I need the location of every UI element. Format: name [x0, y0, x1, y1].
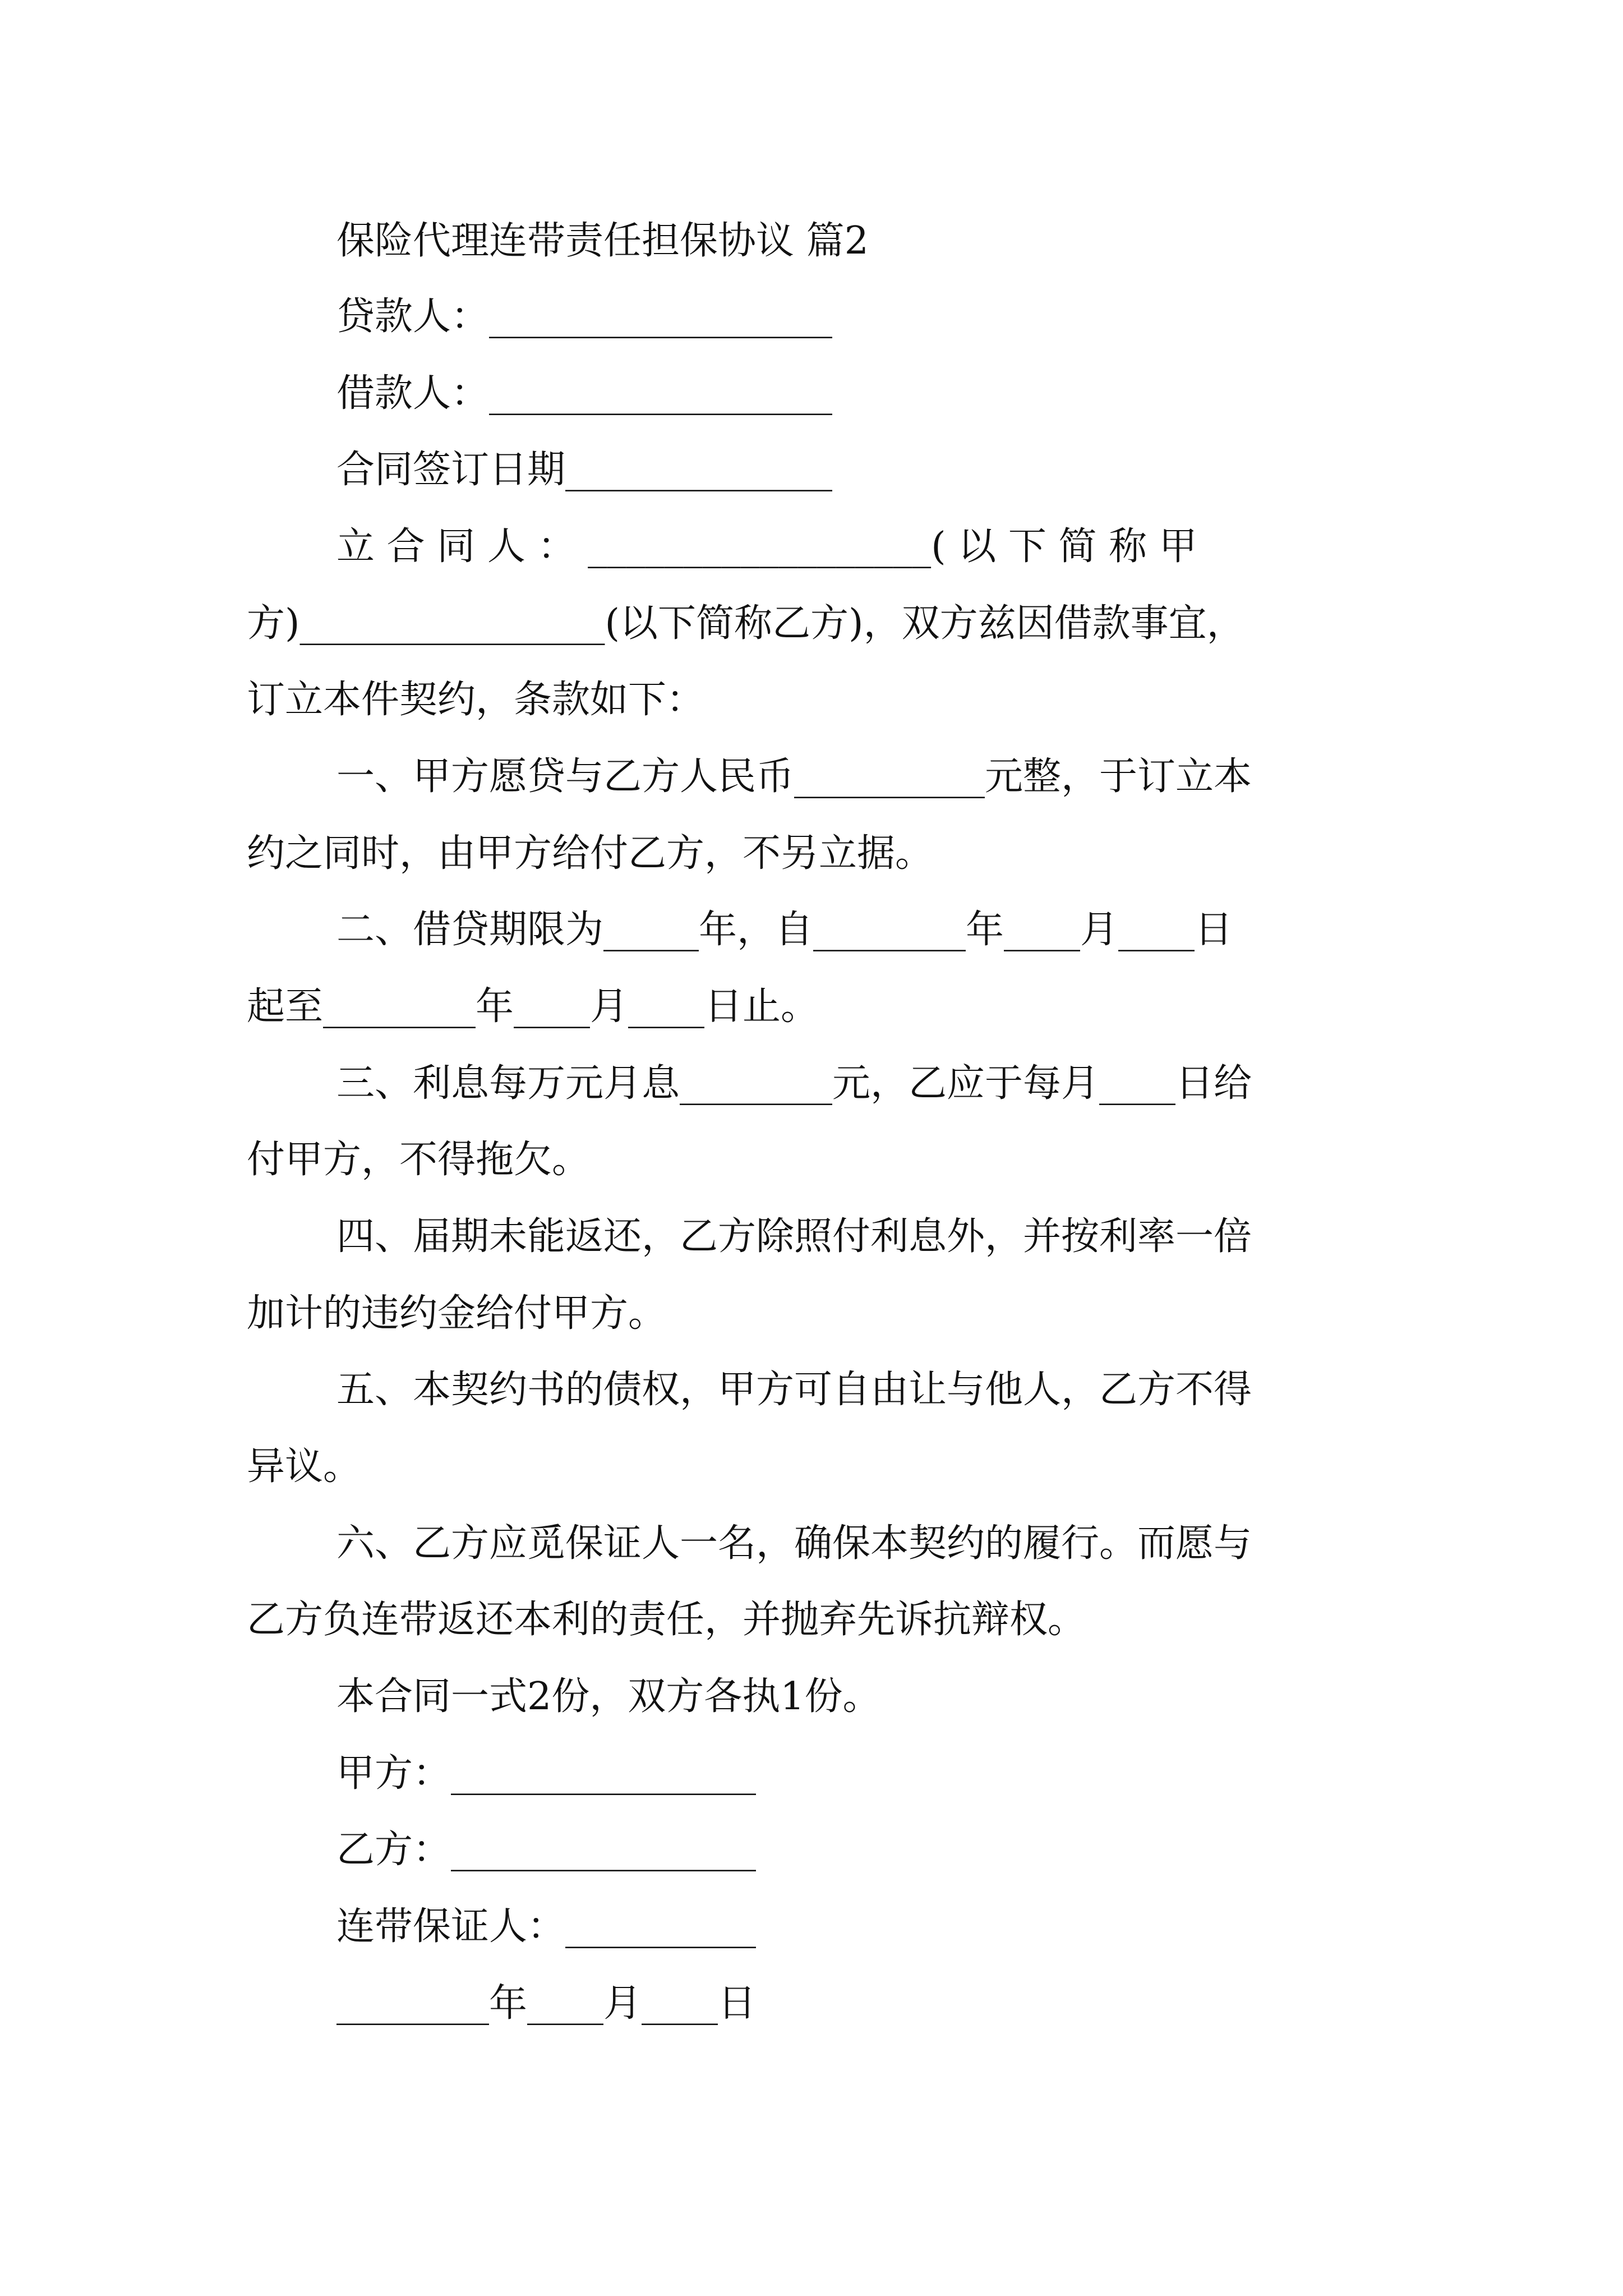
signing-date-line: 合同签订日期______________	[336, 448, 833, 492]
parties-line-2: 方)________________(以下简称乙方)，双方兹因借款事宜，	[247, 601, 1245, 646]
parties-line-3: 订立本件契约，条款如下：	[247, 678, 705, 722]
clause-1-line-1: 一、甲方愿贷与乙方人民币__________元整，于订立本	[336, 754, 1252, 799]
copies-line: 本合同一式2份，双方各执1份。	[336, 1674, 881, 1719]
document-title: 保险代理连带责任担保协议 篇2	[336, 219, 869, 263]
borrower-line: 借款人：__________________	[336, 371, 833, 416]
clause-2-line-2: 起至________年____月____日止。	[247, 984, 819, 1029]
clause-5-line-1: 五、本契约书的债权，甲方可自由让与他人，乙方不得	[336, 1368, 1252, 1412]
guarantor-signature-line: 连带保证人：__________	[336, 1904, 757, 1949]
clause-4-line-2: 加计的违约金给付甲方。	[247, 1291, 667, 1336]
clause-6-line-2: 乙方负连带返还本利的责任，并抛弃先诉抗辩权。	[247, 1598, 1086, 1642]
party-b-signature-line: 乙方：________________	[336, 1828, 757, 1872]
clause-2-line-1: 二、借贷期限为_____年，自________年____月____日	[336, 908, 1233, 952]
lender-line: 贷款人：__________________	[336, 295, 833, 339]
clause-5-line-2: 异议。	[247, 1444, 362, 1489]
clause-4-line-1: 四、届期未能返还，乙方除照付利息外，并按利率一倍	[336, 1214, 1252, 1259]
date-signature-line: ________年____月____日	[336, 1981, 757, 2026]
clause-3-line-1: 三、利息每万元月息________元，乙应于每月____日给	[336, 1061, 1252, 1106]
clause-1-line-2: 约之同时，由甲方给付乙方，不另立据。	[247, 831, 934, 876]
clause-3-line-2: 付甲方，不得拖欠。	[247, 1138, 591, 1182]
parties-line-1: 立 合 同 人 ： __________________( 以 下 简 称 甲	[336, 524, 1197, 569]
party-a-signature-line: 甲方：________________	[336, 1751, 757, 1796]
clause-6-line-1: 六、乙方应觅保证人一名，确保本契约的履行。而愿与	[336, 1521, 1252, 1566]
